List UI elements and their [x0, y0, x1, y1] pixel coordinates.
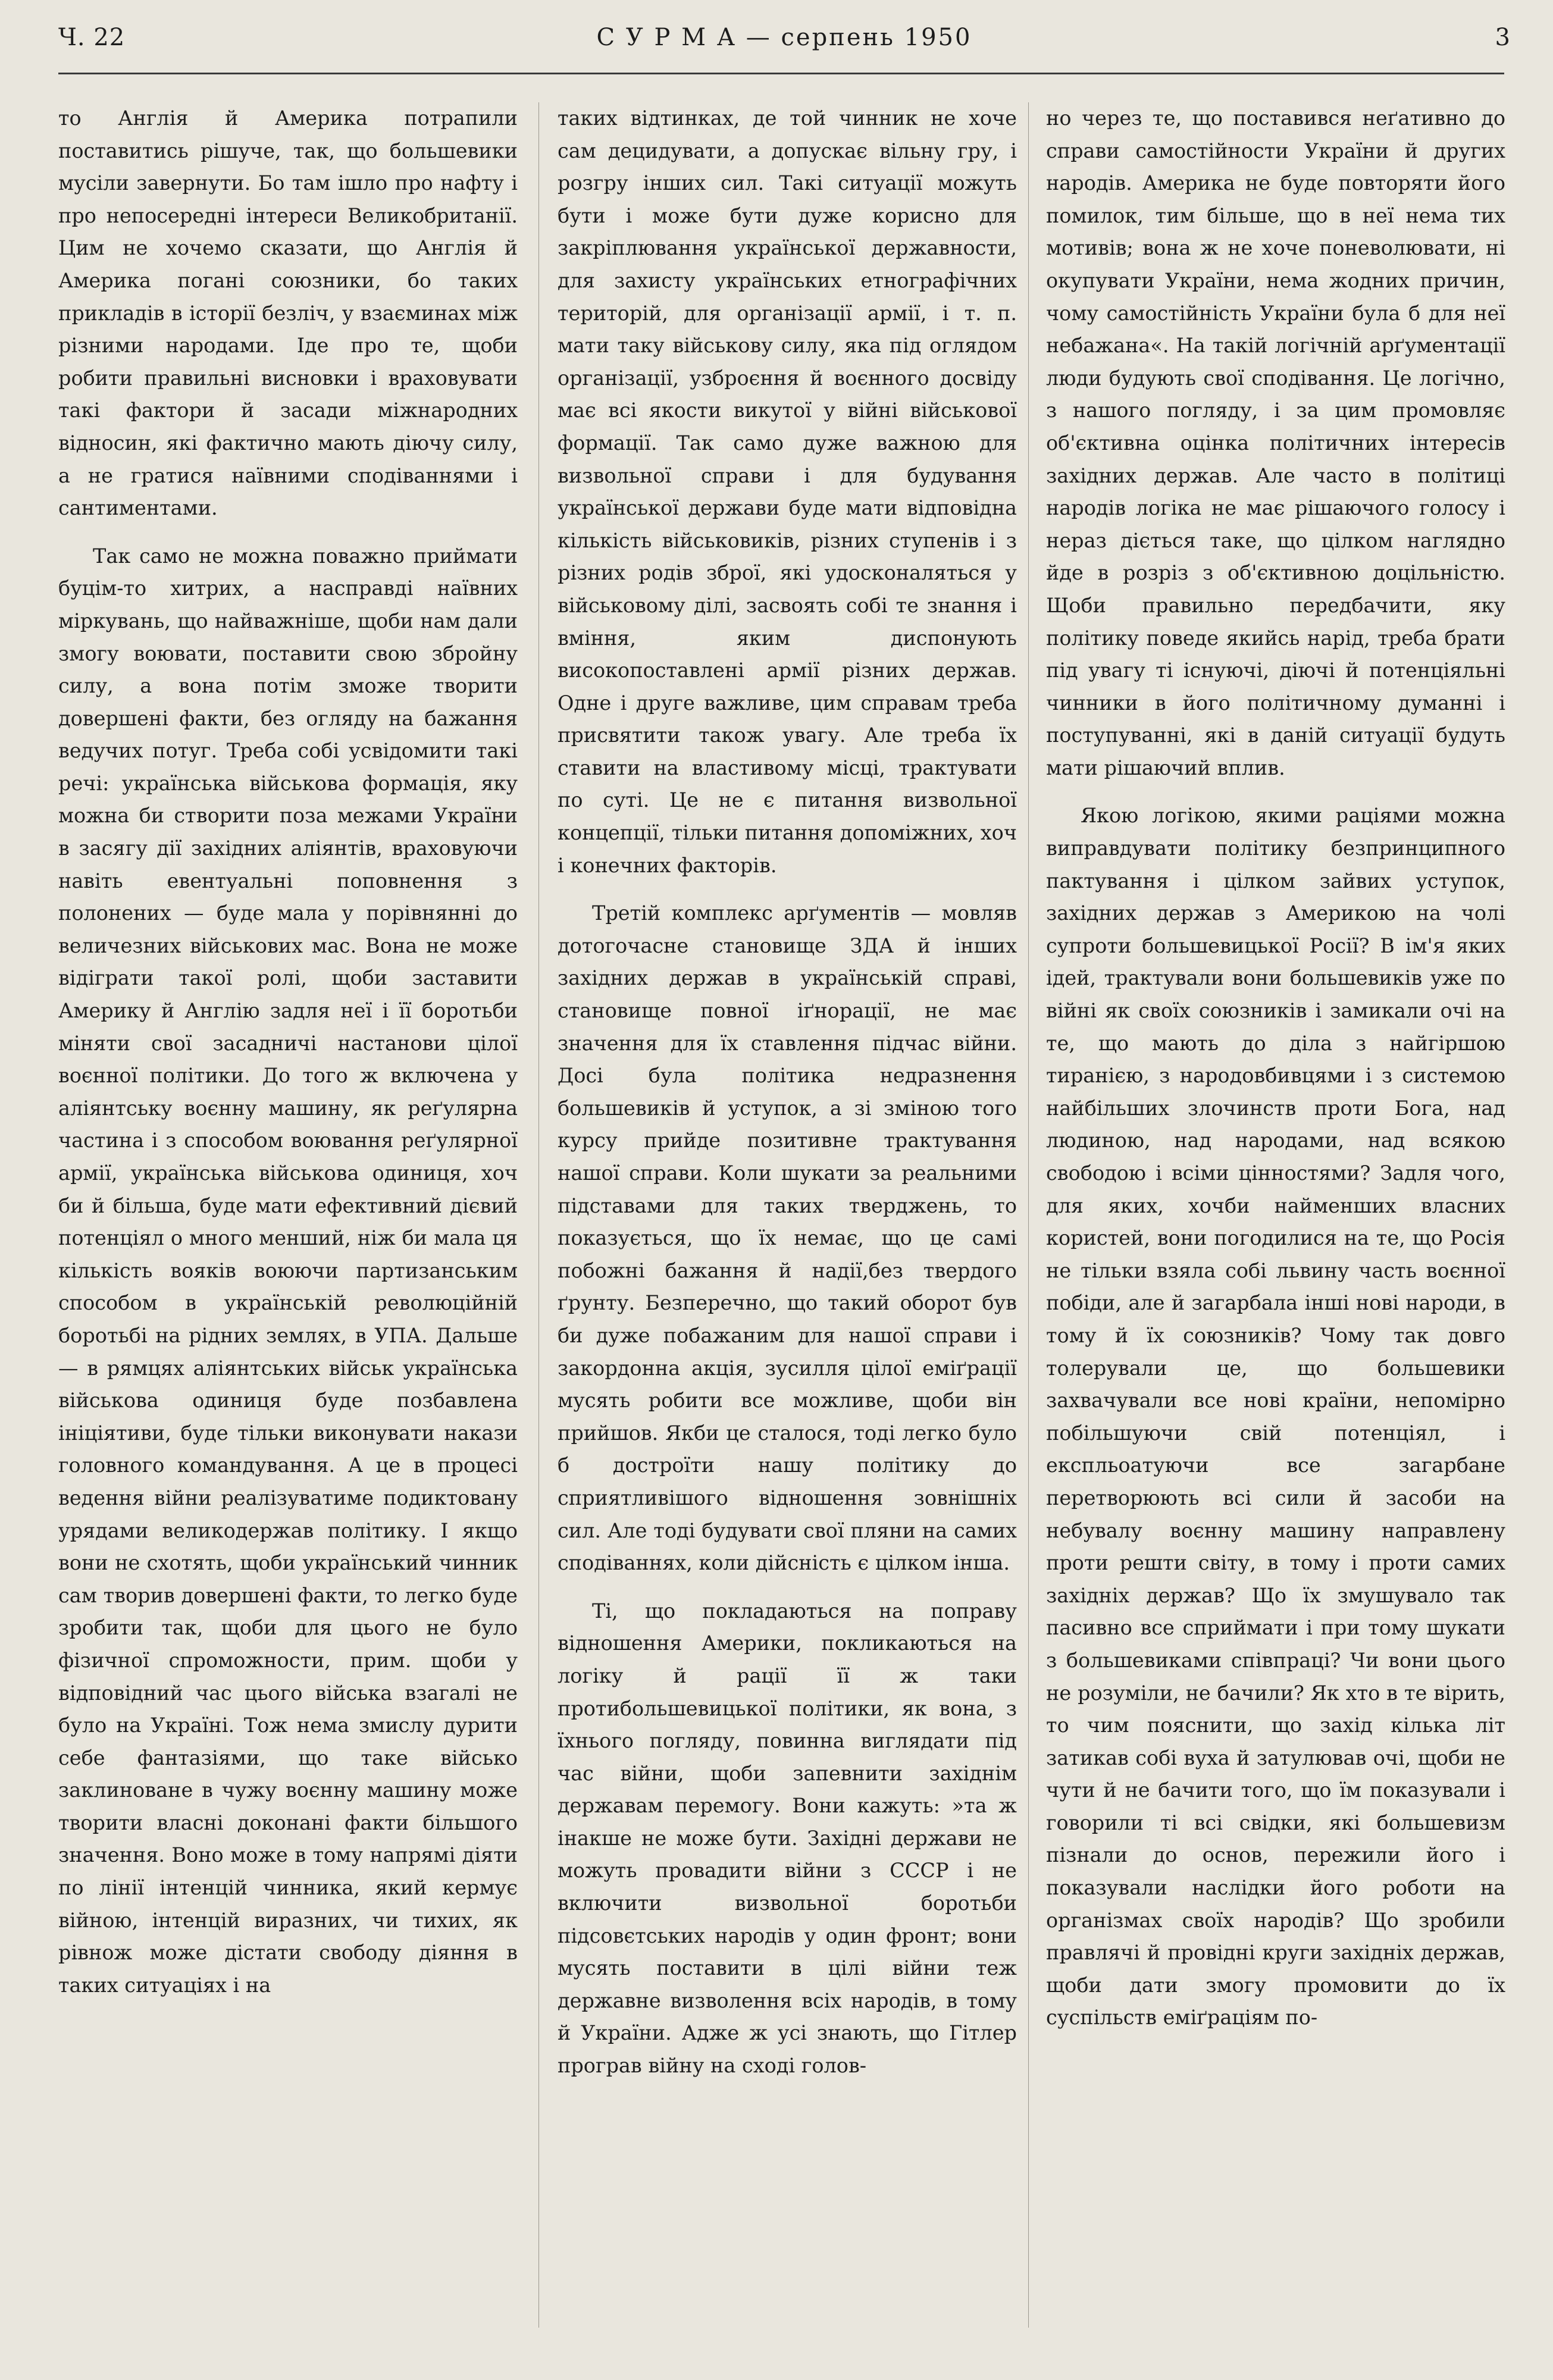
column-divider	[1028, 102, 1029, 2328]
column-1	[58, 102, 518, 2002]
page-number: 3	[1495, 24, 1510, 51]
column-2-paragraph: таких відтинках, де той чинник не хоче сам децидувати, а допускає вільну гру, і розгру інших сил. Такі ситуації можуть бути і може бути дуже корисно для закріплювання української державности, для захисту українських етнографічних територій, для організації армії, і т. п. мати таку військову силу, яка під оглядом організації, узброєння й воєнного досвіду має всі якости викутої у війні військової формації. Так само дуже важною для визвольної справи і для будування української держави буде мати відповідна кількість військовиків, різних ступенів і з різних родів зброї, які удосконаляться у військовому ділі, засвоять собі те знання і вміння, яким диспонують високопоставлені армії різних держав. Одне і друге важливе, цим справам треба присвятити також увагу. Але треба їх ставити на властивому місці, трактувати по суті. Це не є питання визвольної концепції, тільки питання допоміжних, хоч і конечних факторів.	[558, 107, 1017, 877]
header-rule	[58, 73, 1504, 74]
column-3-paragraph: но через те, що поставився неґативно до справи самостійности України й других народів. Америка не буде повторяти його помилок, тим більше, що в неї нема тих мотивів; вона ж не хоче поневолювати, ні окупувати України, нема жодних причин, чому самостійність України була б для неї небажана«. На такій логічній арґументації люди будують свої сподівання. Це логічно, з нашого погляду, і за цим промовляє об'єктивна оцінка політичних інтересів західних держав. Але часто в політиці народів логіка не має рішаючого голосу і нераз діється таке, що цілком наглядно йде в розріз з об'єктивною доцільністю. Щоби правильно передбачити, яку політику поведе якийсь нарід, треба брати під увагу ті існуючі, діючі й потенціяльні чинники в його політичному думанні і поступуванні, які в даній ситуації будуть мати рішаючий вплив.	[1046, 107, 1505, 779]
column-1-paragraph: то Англія й Америка потрапили поставитись рішуче, так, що большевики мусіли завернути. Бо там ішло про нафту і про непосередні інтереси Великобританії. Цим не хочемо сказати, що Англія й Америка погані союзники, бо таких прикладів в історії безліч, у взаєминах між різними народами. Іде про те, щоби робити правильні висновки і враховувати такі фактори й засади міжнародних відносин, які фактично мають діючу силу, а не гратися наївними сподіваннями і сантиментами.	[58, 107, 518, 520]
masthead-title: С У Р М А — серпень 1950	[596, 24, 972, 51]
column-2	[558, 102, 1017, 2082]
running-head	[58, 24, 1510, 65]
column-divider	[538, 102, 539, 2328]
issue-number: Ч. 22	[58, 24, 126, 51]
column-1-paragraph: Так само не можна поважно приймати буцім-то хитрих, а насправді наївних міркувань, що найважніше, щоби нам дали змогу воювати, поставити свою збройну силу, а вона потім зможе творити довершені факти, без огляду на бажання ведучих потуг. Треба собі усвідомити такі речі: українська військова формація, яку можна би створити поза межами України в засягу дії західних аліянтів, враховуючи навіть евентуальні поповнення з полонених — буде мала у порівнянні до величезних військових мас. Вона не може відіграти такої ролі, щоби заставити Америку й Англію задля неї і її боротьби міняти свої засадничі настанови цілої воєнної політики. До того ж включена у аліянтську воєнну машину, як реґулярна частина і з способом воювання реґулярної армії, українська військова одиниця, хоч би й більша, буде мати ефективний дієвий потенціял о много менший, ніж би мала ця кількість вояків воюючи партизанським способом в українській революційній боротьбі на рідних землях, в УПА. Дальше — в рямцях аліянтських військ українська військова одиниця буде позбавлена ініціятиви, буде тільки виконувати накази головного командування. А це в процесі ведення війни реалізуватиме подиктовану урядами великодержав політику. І якщо вони не схотять, щоби український чинник сам творив довершені факти, то легко буде зробити так, щоби для цього не було фізичної спроможности, прим. щоби у відповідний час цього війська взагалі не було на Україні. Тож нема змислу дурити себе фантазіями, що таке військо заклиноване в чужу воєнну машину може творити власні доконані факти більшого значення. Воно може в тому напрямі діяти по лінії інтенцій чинника, який кермує війною, інтенцій виразних, чи тихих, як рівнож може дістати свободу діяння в таких ситуаціях і на	[58, 544, 518, 1997]
column-3-paragraph: Якою логікою, якими раціями можна виправдувати політику безпринципного пактування і цілком зайвих уступок, західних держав з Америкою на чолі супроти большевицької Росії? В ім'я яких ідей, трактували вони большевиків уже по війні як своїх союзників і замикали очі на те, що мають до діла з найгіршою тиранією, з народовбивцями і з системою найбільших злочинств проти Бога, над людиною, над народами, над всякою свободою і всіми цінностями? Задля чого, для яких, хочби найменших власних користей, вони погодилися на те, що Росія не тільки взяла собі львину часть воєнної побіди, але й загарбала інші нові народи, в тому й їх союзників? Чому так довго толерували це, що большевики захвачували все нові країни, непомірно побільшуючи свій потенціял, і експльоатуючи все загарбане перетворюють всі сили й засоби на небувалу воєнну машину направлену проти решти світу, в тому і проти самих західніх держав? Що їх змушувало так пасивно все сприймати і при тому шукати з большевиками співпраці? Чи вони цього не розуміли, не бачили? Як хто в те вірить, то чим пояснити, що захід кілька літ затикав собі вуха й затулював очі, щоби не чути й не бачити того, що їм показували і говорили ті всі свідки, які большевизм пізнали до основ, пережили його і показували наслідки його роботи на організмах своїх народів? Що зробили правлячі й провідні круги західніх держав, щоби дати змогу промовити до їх суспільств еміґраціям по-	[1046, 804, 1505, 2030]
column-2-paragraph: Ті, що покладаються на поправу відношення Америки, покликаються на логіку й рації її ж таки протибольшевицької політики, як вона, з їхнього погляду, повинна виглядати під час війни, щоби запевнити західнім державам перемогу. Вони кажуть: »та ж інакше не може бути. Західні держави не можуть провадити війни з СССР і не включити визвольної боротьби підсовєтських народів у один фронт; вони мусять поставити в цілі війни теж державне визволення всіх народів, в тому й України. Адже ж усі знають, що Гітлер програв війну на сході голов-	[558, 1599, 1017, 2078]
column-2-paragraph: Третій комплекс арґументів — мовляв дотогочасне становище ЗДА й інших західних держав в українській справі, становище повної іґнорації, не має значення для їх ставлення підчас війни. Досі була політика недразнення большевиків й уступок, а зі зміною того курсу прийде позитивне трактування нашої справи. Коли шукати за реальними підставами для таких тверджень, то показується, що їх немає, що це самі побожні бажання й надії,без твердого ґрунту. Безперечно, що такий оборот був би дуже побажаним для нашої справи і закордонна акція, зусилля цілої еміґрації мусять робити все можливе, щоби він прийшов. Якби це сталося, тоді легко було б достроїти нашу політику до сприятливішого відношення зовнішніх сил. Але тоді будувати свої пляни на самих сподіваннях, коли дійсність є цілком інша.	[558, 901, 1017, 1575]
column-3	[1046, 102, 1505, 2034]
